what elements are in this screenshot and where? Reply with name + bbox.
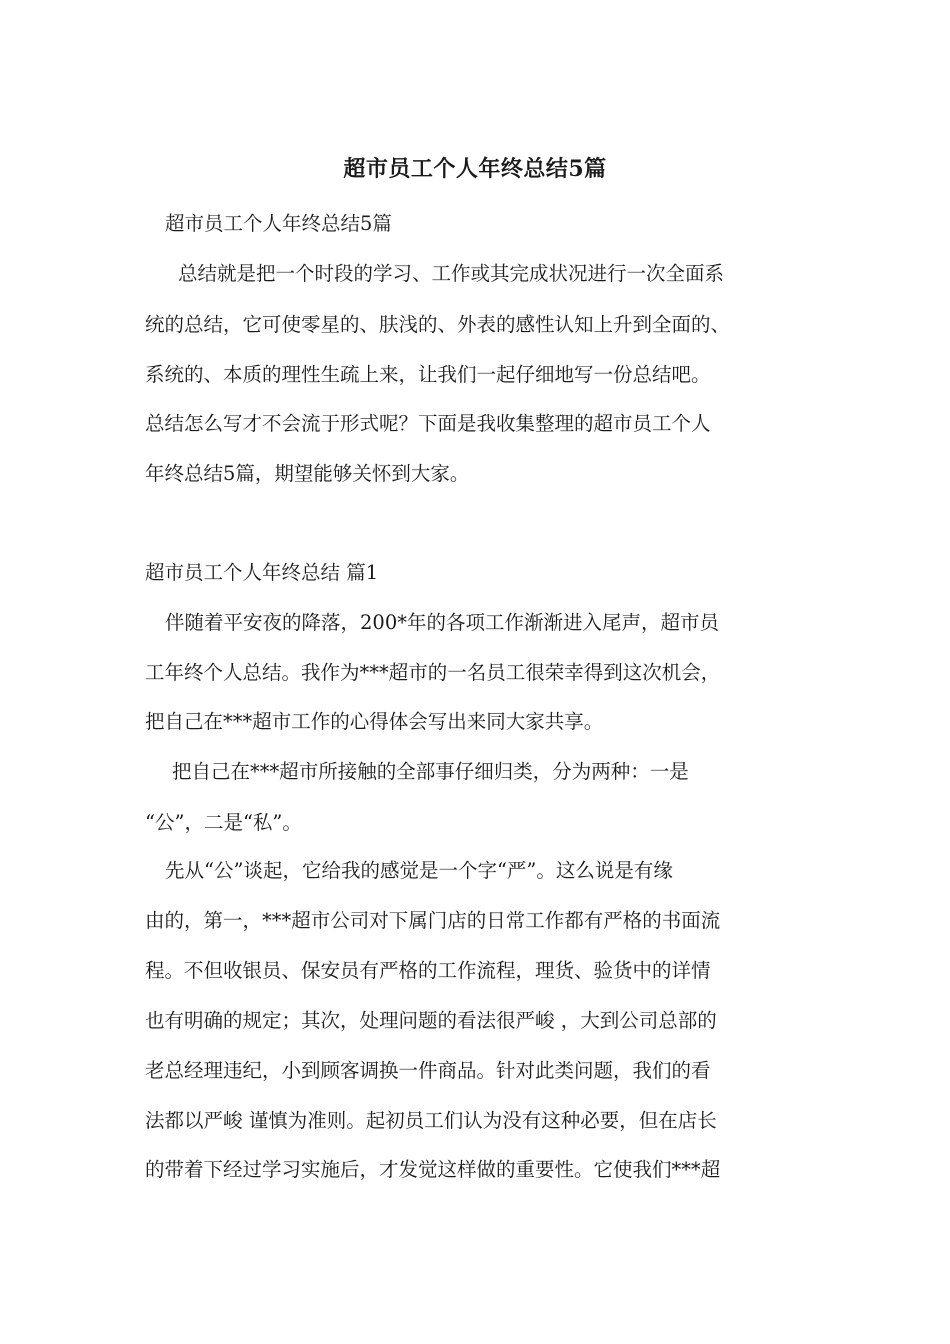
body-line-9: 也有明确的规定；其次，处理问题的看法很严峻 ，大到公司总部的 — [145, 1009, 717, 1032]
body-line-8: 程。不但收银员、保安员有严格的工作流程，理货、验货中的详情 — [145, 959, 711, 982]
body-line-11: 法都以严峻 谨慎为准则。起初员工们认为没有这种必要，但在店长 — [145, 1109, 717, 1132]
intro-line-1: 总结就是把一个时段的学习、工作或其完成状况进行一次全面系 — [178, 262, 725, 285]
body-line-4: 把自己在***超市所接触的全部事仔细归类，分为两种：一是 — [172, 760, 689, 783]
document-title: 超市员工个人年终总结5篇 — [343, 156, 607, 182]
body-line-10: 老总经理违纪，小到顾客调换一件商品。针对此类问题，我们的看 — [145, 1059, 711, 1082]
body-line-1: 伴随着平安夜的降落，200*年的各项工作渐渐进入尾声，超市员 — [165, 611, 719, 634]
intro-line-2: 统的总结，它可使零星的、肤浅的、外表的感性认知上升到全面的、 — [145, 313, 731, 336]
body-line-12: 的带着下经过学习实施后，才发觉这样做的重要性。它使我们***超 — [145, 1158, 721, 1181]
body-line-2: 工年终个人总结。我作为***超市的一名员工很荣幸得到这次机会， — [145, 661, 721, 684]
document-subtitle: 超市员工个人年终总结5篇 — [165, 212, 392, 235]
section-heading: 超市员工个人年终总结 篇1 — [145, 561, 379, 584]
body-line-3: 把自己在***超市工作的心得体会写出来同大家共享。 — [145, 710, 604, 733]
body-line-7: 由的，第一，***超市公司对下属门店的日常工作都有严格的书面流 — [145, 909, 721, 932]
intro-line-4: 总结怎么写才不会流于形式呢？下面是我收集整理的超市员工个人 — [145, 412, 711, 435]
body-line-6: 先从“公”谈起，它给我的感觉是一个字“严”。这么说是有缘 — [165, 859, 673, 882]
intro-line-3: 系统的、本质的理性生疏上来，让我们一起仔细地写一份总结吧。 — [145, 363, 711, 386]
intro-line-5: 年终总结5篇，期望能够关怀到大家。 — [145, 462, 470, 485]
body-line-5: “公”，二是“私”。 — [145, 811, 302, 834]
